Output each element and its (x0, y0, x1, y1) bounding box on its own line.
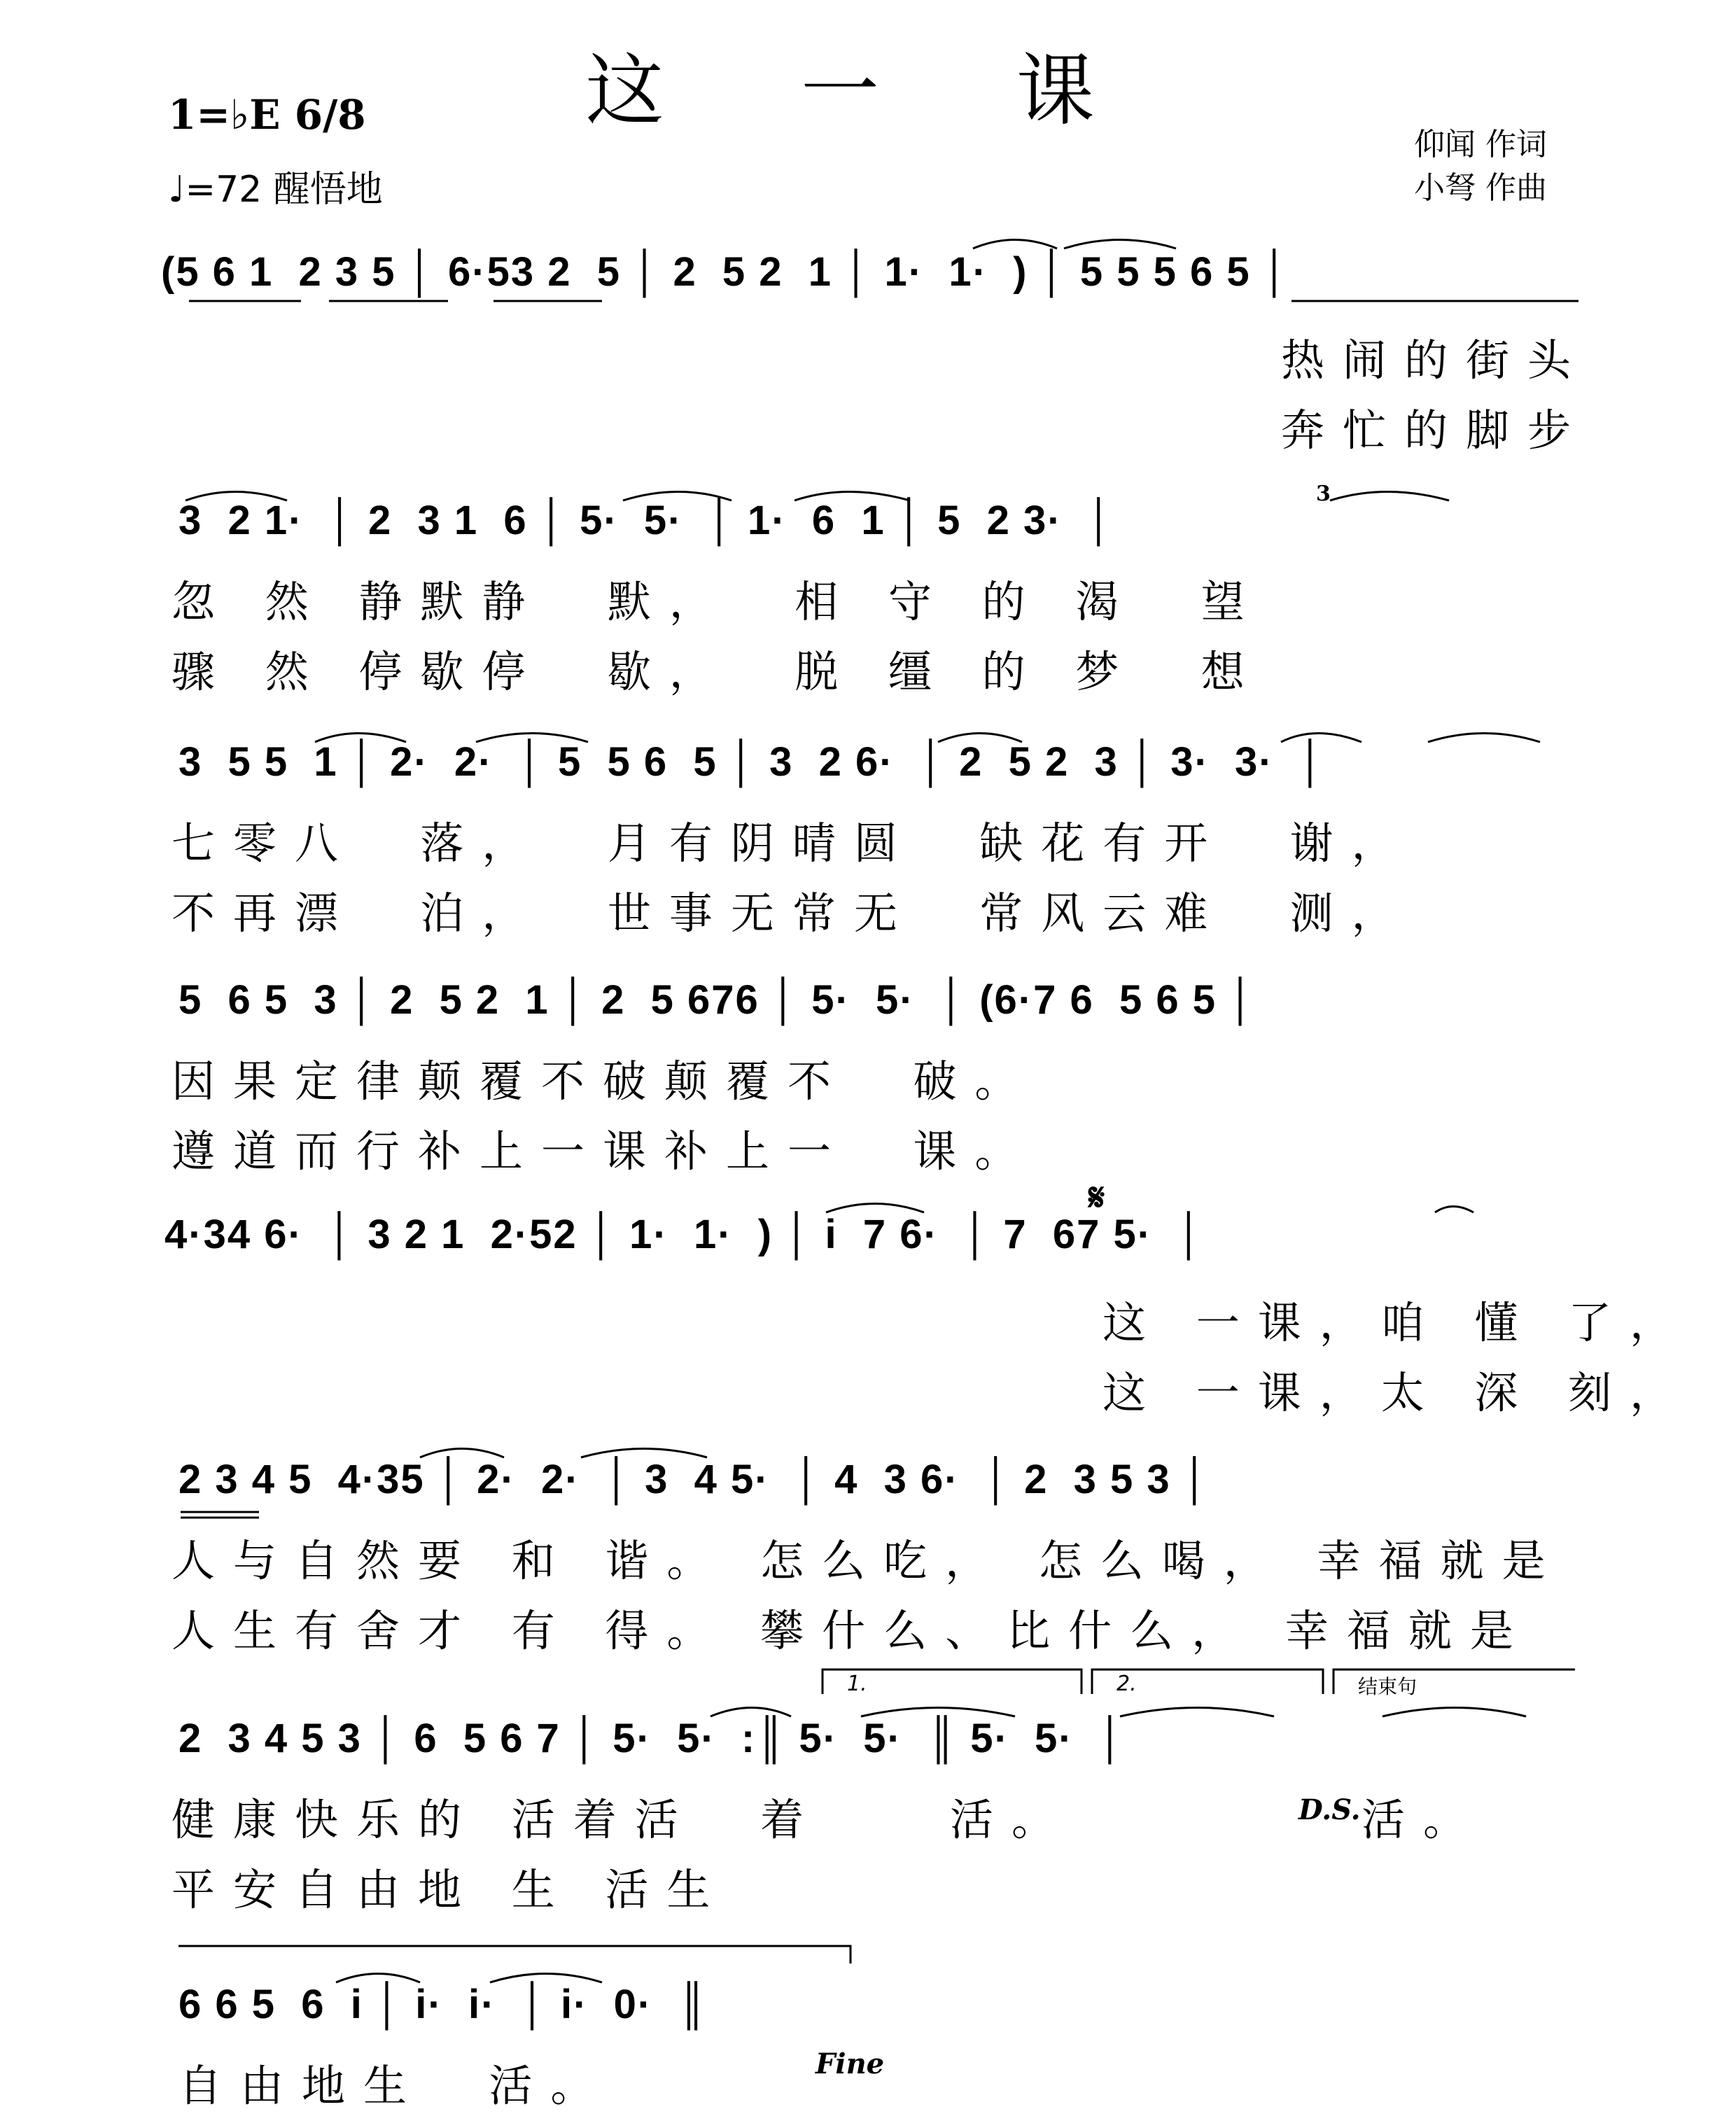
notation-line: 5 6 5 3 │ 2 5 2 1 │ 2 5 676 │ 5· 5· │ (6·7 6 5 6 5 │ (178, 977, 1256, 1023)
lyrics-verse-1: 人与自然要 和 谐。 怎么吃， 怎么喝， 幸福就是 (172, 1535, 1564, 1586)
notation-line: (5 6 1 2 3 5 │ 6·53 2 5 │ 2 5 2 1 │ 1· 1· ) │ 5 5 5 6 5 │ (161, 249, 1291, 295)
notation-line: 3 2 1· │ 2 3 1 6 │ 5· 5· │ 1· 6 1 │ 5 2 3· │ (178, 498, 1114, 543)
slur (1064, 240, 1176, 249)
lyrics-verse-2: 遵道而行补上一课补上一 课。 (172, 1126, 1037, 1177)
lyrics-verse-1: 忽 然 静默静 默， 相 守 的 渴 望 (172, 576, 1263, 627)
lyrics-verse-1: 自由地生 活。 (178, 2060, 612, 2111)
lyrics-verse-2: 不再漂 泊， 世事无常无 常风云难 测， (172, 888, 1413, 939)
lyrics-verse-1: 因果定律颠覆不破颠覆不 破。 (172, 1056, 1037, 1107)
lyrics-verse-1: 热闹的街头 (1281, 335, 1590, 386)
lyricist-credit: 仰闻 作词 (1414, 127, 1547, 162)
tempo-marking: ♩=72 醒悟地 (168, 169, 383, 211)
notation-line: 2 3 4 5 4·35 │ 2· 2· │ 3 4 5· │ 4 3 6· │ 2 3 5 3 │ (178, 1457, 1211, 1502)
lyrics-ending: 活。 (1362, 1794, 1485, 1845)
notation-line: 2 3 4 5 3 │ 6 5 6 7 │ 5· 5· :║ 5· 5· ║ 5· 5· │ (178, 1716, 1126, 1761)
notation-line: 3 5 5 1 │ 2· 2· │ 5 5 6 5 │ 3 2 6· │ 2 5 2 3 │ 3· 3· │ (178, 739, 1326, 785)
volta-1-label: 1. (847, 1672, 867, 1696)
composer-credit: 小弩 作曲 (1414, 170, 1547, 206)
notation-line: 4·34 6· │ 3 2 1 2·52 │ 1· 1· ) │ i 7 6· │ 7 67 5· │ (164, 1212, 1205, 1257)
lyrics-verse-2: 奔忙的脚步 (1281, 405, 1590, 456)
lyrics-verse-1: 这 一课，咱 懂 了， (1102, 1297, 1692, 1348)
lyrics-verse-2: 平安自由地 生 活生 (172, 1864, 729, 1915)
lyrics-verse-2: 人生有舍才 有 得。 攀什么、比什么， 幸福就是 (172, 1605, 1532, 1656)
song-title: 这 一 课 (585, 46, 1151, 136)
key-signature: 1=♭E 6/8 (168, 91, 366, 139)
ds-marking: D.S. (1298, 1793, 1361, 1826)
lyrics-verse-1: 健康快乐的 活着活 着 活。 (172, 1794, 1073, 1845)
ending-label: 结束句 (1358, 1675, 1418, 1698)
segno-sign: 𝄋 (1088, 1175, 1105, 1219)
fine-marking: Fine (816, 2047, 885, 2080)
lyrics-verse-1: 七零八 落， 月有阴晴圆 缺花有开 谢， (172, 818, 1413, 869)
volta-2-label: 2. (1116, 1672, 1137, 1696)
grace-note: 3 (1316, 482, 1331, 506)
notation-line: 6 6 5 6 i │ i· i· │ i· 0· ║ (178, 1982, 708, 2027)
slur (973, 240, 1057, 249)
lyrics-verse-2: 这 一课，太 深 刻， (1102, 1367, 1692, 1418)
lyrics-verse-2: 骤 然 停歇停 歇， 脱 缰 的 梦 想 (172, 646, 1263, 697)
